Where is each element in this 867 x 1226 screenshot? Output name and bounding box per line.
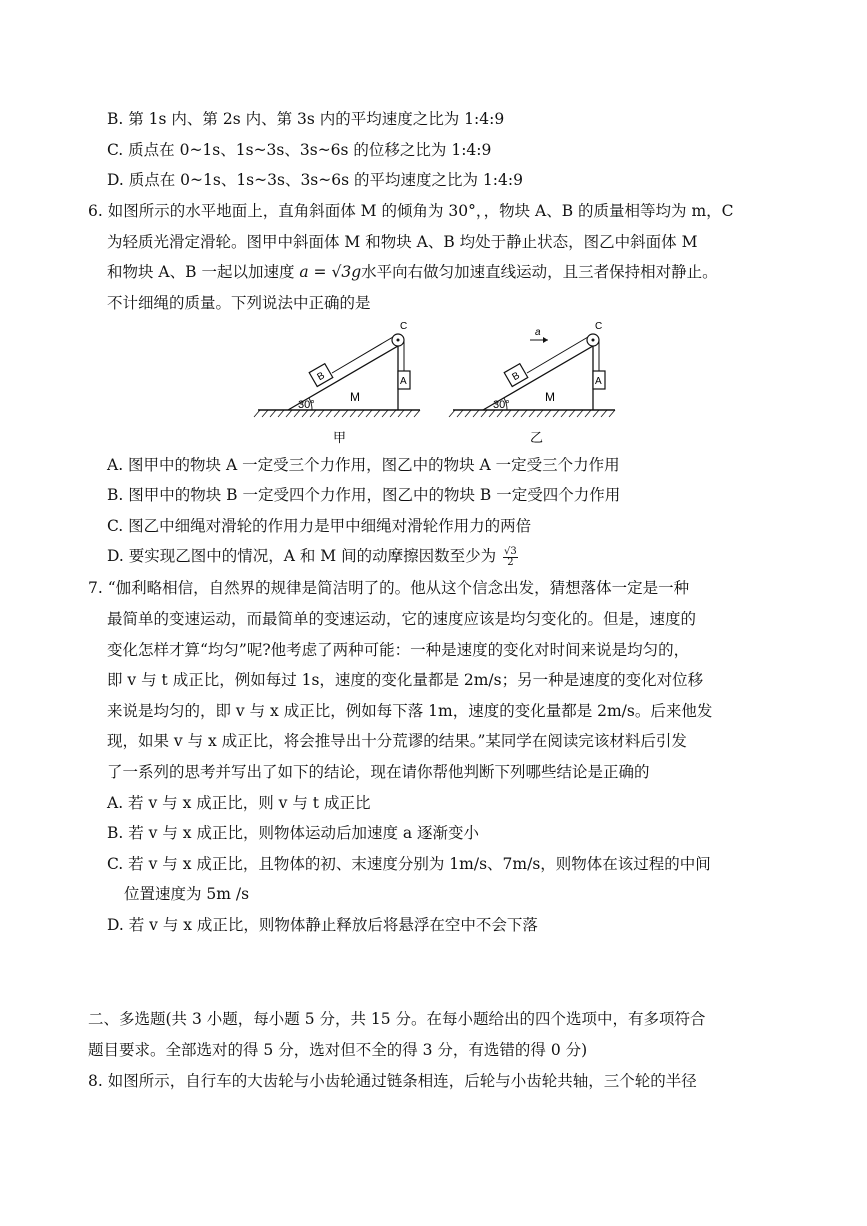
q7-option-a: A. 若 v 与 x 成正比，则 v 与 t 成正比 — [107, 794, 371, 812]
incline-pulley-figure — [250, 318, 620, 450]
block-b-label-yi: B — [510, 370, 522, 384]
pulley-label-jia: C — [400, 321, 408, 332]
q7-stem-line4: 即 v 与 t 成正比，例如每过 1s，速度的变化量都是 2m/s；另一种是速度的变化对位移 — [107, 671, 704, 689]
q6-option-d — [107, 546, 518, 568]
q6-line3-pre: 和物块 A、B 一起以加速度 — [107, 263, 300, 281]
acceleration-arrow — [530, 327, 548, 343]
q5-option-c: C. 质点在 0~1s、1s~3s、3s~6s 的位移之比为 1:4:9 — [107, 141, 492, 159]
q6-stem-line1: 6. 如图所示的水平地面上，直角斜面体 M 的倾角为 30°，，物块 A、B 的质量相等均为 m，C — [88, 202, 734, 220]
block-b-label-jia: B — [315, 370, 327, 384]
fraction-numerator: √3 — [504, 545, 517, 557]
q7-stem-line6: 现，如果 v 与 x 成正比，将会推导出十分荒谬的结果。”某同学在阅读完该材料后引发 — [107, 732, 687, 750]
block-a-label-yi: A — [595, 376, 602, 387]
pulley-label-yi: C — [595, 321, 603, 332]
q6-stem-line2: 为轻质光滑定滑轮。图甲中斜面体 M 和物块 A、B 均处于静止状态，图乙中斜面体 M — [107, 233, 698, 251]
q7-option-c-line2: 位置速度为 5m /s — [124, 885, 250, 903]
q7-option-c-line1: C. 若 v 与 x 成正比，且物体的初、末速度分别为 1m/s、7m/s，则物体在该过程的中间 — [107, 855, 711, 873]
q7-stem-line5: 来说是均匀的，即 v 与 x 成正比，例如每下落 1m，速度的变化量都是 2m/s。后来他发 — [107, 702, 713, 720]
caption-yi: 乙 — [530, 430, 544, 445]
q6-option-d-text: D. 要实现乙图中的情况，A 和 M 间的动摩擦因数至少为 — [107, 547, 497, 565]
q8-stem-line1: 8. 如图所示，自行车的大齿轮与小齿轮通过链条相连，后轮与小齿轮共轴，三个轮的半径 — [88, 1072, 697, 1090]
q6-stem-line4: 不计细绳的质量。下列说法中正确的是 — [107, 294, 371, 312]
fraction-denominator: 2 — [507, 556, 514, 568]
q7-stem-line7: 了一系列的思考并写出了如下的结论，现在请你帮他判断下列哪些结论是正确的 — [107, 763, 650, 781]
angle-label-yi: 30° — [493, 399, 510, 411]
q6-option-c: C. 图乙中细绳对滑轮的作用力是甲中细绳对滑轮作用力的两倍 — [107, 517, 532, 535]
q7-stem-line2: 最简单的变速运动，而最简单的变速运动，它的速度应该是均匀变化的。但是，速度的 — [107, 610, 697, 628]
q6-line3-post: 水平向右做匀加速直线运动，且三者保持相对静止。 — [361, 263, 718, 281]
angle-label-jia: 30° — [298, 399, 315, 411]
q6-option-a: A. 图甲中的物块 A 一定受三个力作用，图乙中的物块 A 一定受三个力作用 — [107, 456, 620, 474]
q7-stem-line1: 7. “伽利略相信，自然界的规律是简洁明了的。他从这个信念出发，猜想落体一定是一种 — [88, 579, 690, 597]
section2-heading-line2: 题目要求。全部选对的得 5 分，选对但不全的得 3 分，有选错的得 0 分) — [88, 1041, 588, 1059]
figure-yi — [449, 321, 615, 445]
body-label-jia: M — [350, 390, 360, 404]
q6-option-b: B. 图甲中的物块 B 一定受四个力作用，图乙中的物块 B 一定受四个力作用 — [107, 486, 621, 504]
q7-option-b: B. 若 v 与 x 成正比，则物体运动后加速度 a 逐渐变小 — [107, 824, 480, 842]
q6-stem-line3 — [107, 262, 718, 282]
q5-option-b: B. 第 1s 内、第 2s 内、第 3s 内的平均速度之比为 1:4:9 — [107, 110, 505, 128]
q7-stem-line3: 变化怎样才算“均匀”呢?他考虑了两种可能：一种是速度的变化对时间来说是均匀的， — [107, 641, 690, 659]
block-a-label-jia: A — [400, 376, 407, 387]
accel-label: a — [535, 327, 541, 338]
q6-accel-formula: a = √3g — [299, 263, 362, 281]
figure-jia — [254, 321, 420, 445]
body-label-yi: M — [545, 390, 555, 404]
caption-jia: 甲 — [333, 430, 347, 445]
q7-option-d: D. 若 v 与 x 成正比，则物体静止释放后将悬浮在空中不会下落 — [107, 916, 538, 934]
q6-option-d-fraction — [503, 547, 518, 568]
section2-heading-line1: 二、多选题(共 3 小题，每小题 5 分，共 15 分。在每小题给出的四个选项中，有多项符合 — [88, 1010, 706, 1028]
q5-option-d: D. 质点在 0~1s、1s~3s、3s~6s 的平均速度之比为 1:4:9 — [107, 171, 523, 189]
